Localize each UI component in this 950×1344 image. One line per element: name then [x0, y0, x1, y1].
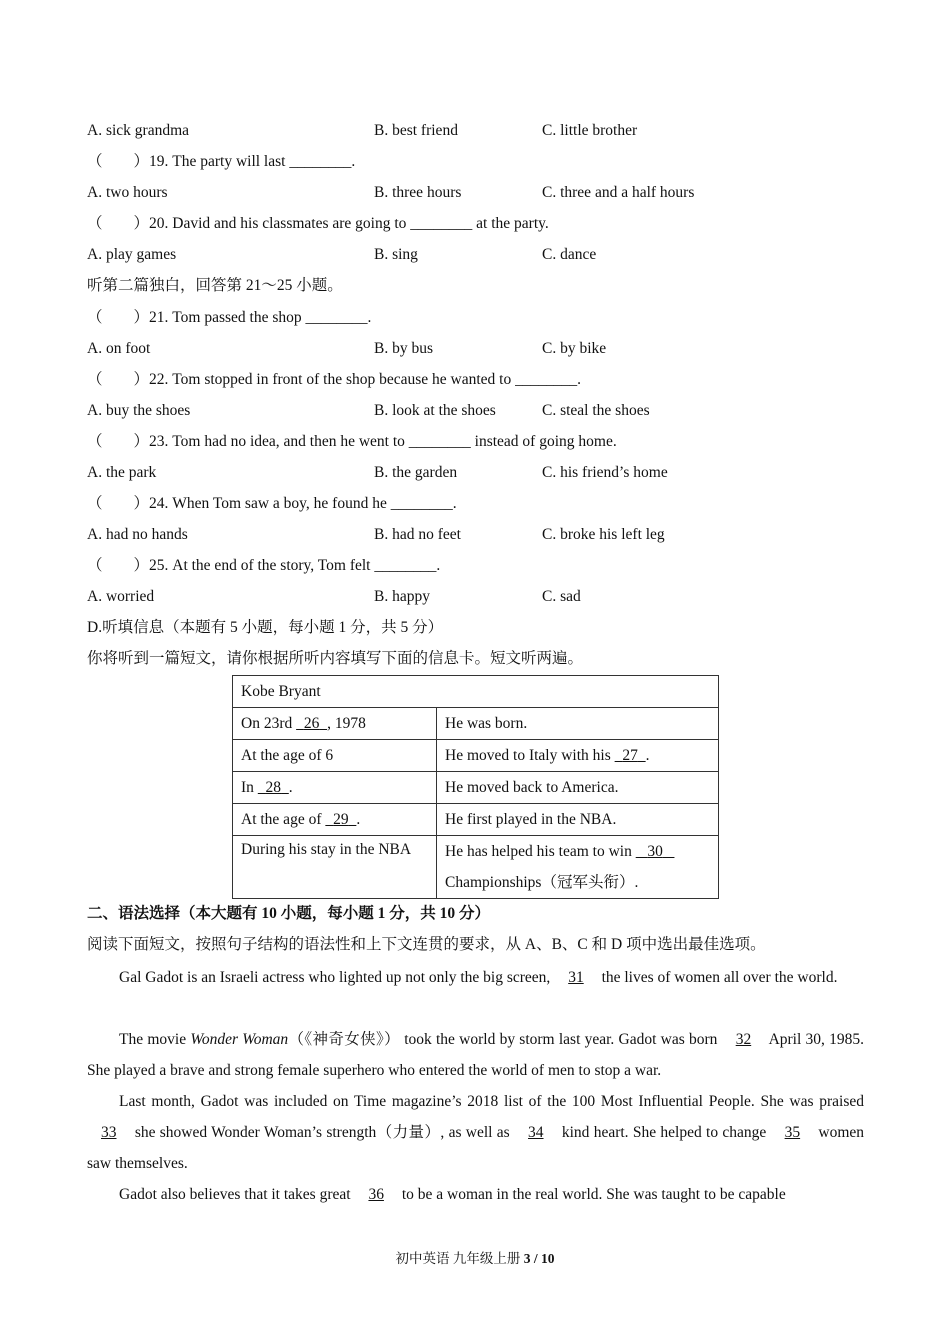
passage-text: The movie: [119, 1031, 187, 1048]
cell-text: He moved to Italy with his: [445, 746, 611, 764]
option-b: B. happy: [374, 588, 430, 605]
option-a: A. sick grandma: [87, 122, 190, 139]
table-cell: [437, 836, 719, 899]
option-b: B. three hours: [374, 184, 462, 201]
q19-options: [87, 183, 695, 203]
option-c: C. sad: [542, 588, 581, 605]
answer-blank-29: [325, 811, 356, 828]
answer-blank-31: 31: [568, 969, 584, 986]
table-cell: [233, 804, 437, 836]
cell-text: , 1978: [327, 714, 366, 732]
option-b: B. sing: [374, 246, 418, 263]
table-cell: [437, 740, 719, 772]
option-a: A. buy the shoes: [87, 402, 191, 419]
blank-number: 30: [647, 843, 663, 860]
answer-blank-26: [296, 715, 327, 732]
passage-text: Last month, Gadot was included on Time magazine’s 2018 list of the 100 Most Influential People. She was praised: [119, 1093, 864, 1110]
question-25: （ ）25. At the end of the story, Tom felt ________.: [87, 557, 441, 574]
option-b: B. the garden: [374, 464, 458, 481]
passage-text: （《神奇女侠》） took the world by storm last year. Gadot was born: [288, 1031, 718, 1048]
page-number: 3: [523, 1251, 531, 1266]
info-card-table: [232, 675, 719, 899]
answer-blank-34: 34: [528, 1124, 544, 1141]
question-22: （ ）22. Tom stopped in front of the shop because he wanted to ________.: [87, 371, 581, 388]
question-23: （ ）23. Tom had no idea, and then he went to ________ instead of going home.: [87, 433, 617, 450]
option-b: B. had no feet: [374, 526, 461, 543]
passage-paragraph-2: [87, 1024, 864, 1086]
q25-options: [87, 587, 581, 607]
cell-text: At the age of: [241, 810, 322, 828]
q18-options: [87, 121, 638, 141]
answer-blank-32: 32: [735, 1031, 752, 1048]
q21-options: [87, 339, 607, 359]
page-separator: /: [533, 1251, 538, 1266]
cell-text: .: [356, 810, 361, 828]
table-row: [233, 708, 719, 740]
table-cell: He first played in the NBA.: [437, 804, 719, 836]
answer-blank-33: 33: [101, 1124, 117, 1141]
footer-label: 初中英语 九年级上册: [395, 1251, 521, 1266]
blank-number: 26: [303, 714, 320, 732]
option-a: A. the park: [87, 464, 157, 481]
option-b: B. best friend: [374, 122, 458, 139]
answer-blank-36: 36: [368, 1186, 384, 1203]
q23-options: [87, 463, 668, 483]
cell-text: On 23rd: [241, 714, 293, 732]
blank-number: 28: [265, 778, 282, 796]
option-c: C. broke his left leg: [542, 526, 665, 543]
section-2-title: 二、语法选择（本大题有 10 小题，每小题 1 分，共 10 分）: [87, 905, 491, 922]
table-row: [233, 676, 719, 708]
card-title: Kobe Bryant: [233, 676, 719, 708]
passage-paragraph-1: [87, 962, 864, 993]
cell-text: He has helped his team to win: [445, 843, 632, 860]
question-21: （ ）21. Tom passed the shop ________.: [87, 309, 372, 326]
question-19: （ ）19. The party will last ________.: [87, 153, 356, 170]
cell-text: In: [241, 778, 254, 796]
passage-text: Gal Gadot is an Israeli actress who lighted up not only the big screen,: [119, 969, 551, 986]
option-c: C. little brother: [542, 122, 638, 139]
option-a: A. play games: [87, 246, 177, 263]
table-cell: He moved back to America.: [437, 772, 719, 804]
section-d-title: D.听填信息（本题有 5 小题，每小题 1 分，共 5 分）: [87, 619, 444, 636]
section-2-instructions: 阅读下面短文，按照句子结构的语法性和上下文连贯的要求，从 A、B、C 和 D 项中选出最佳选项。: [87, 936, 766, 953]
table-cell: [233, 772, 437, 804]
passage-text: she showed Wonder Woman’s strength（力量）, as well as: [134, 1124, 510, 1141]
q22-options: [87, 401, 650, 421]
answer-blank-28: [258, 779, 289, 796]
option-c: C. steal the shoes: [542, 402, 650, 419]
section-d-instructions: 你将听到一篇短文，请你根据所听内容填写下面的信息卡。短文听两遍。: [87, 650, 584, 667]
option-a: A. on foot: [87, 340, 151, 357]
answer-blank-27: [615, 747, 646, 764]
passage-text: April 30, 1985. She played a brave and strong female superhero who entered the world of men to stop a war.: [87, 1031, 865, 1079]
blank-number: 27: [622, 746, 638, 764]
q24-options: [87, 525, 665, 545]
option-b: B. look at the shoes: [374, 402, 496, 419]
option-c: C. his friend’s home: [542, 464, 668, 481]
option-c: C. three and a half hours: [542, 184, 695, 201]
passage-paragraph-4: [87, 1179, 864, 1210]
option-a: A. two hours: [87, 184, 168, 201]
table-row: [233, 772, 719, 804]
page-footer: [0, 1247, 950, 1267]
table-cell: [233, 708, 437, 740]
blank-number: 29: [333, 810, 349, 828]
table-cell: He was born.: [437, 708, 719, 740]
option-a: A. worried: [87, 588, 155, 605]
option-b: B. by bus: [374, 340, 433, 357]
q20-options: [87, 245, 597, 265]
option-a: A. had no hands: [87, 526, 188, 543]
cell-text: .: [288, 778, 293, 796]
cell-text: .: [645, 746, 650, 764]
passage-paragraph-3: [87, 1086, 864, 1179]
option-c: C. dance: [542, 246, 597, 263]
passage-text: women saw themselves.: [87, 1124, 865, 1172]
movie-title: Wonder Woman: [190, 1031, 289, 1048]
question-24: （ ）24. When Tom saw a boy, he found he ________.: [87, 495, 457, 512]
cell-text: Championships（冠军头衔）.: [445, 874, 639, 891]
passage-text: Gadot also believes that it takes great: [119, 1186, 351, 1203]
answer-blank-35: 35: [784, 1124, 801, 1141]
table-row: [233, 740, 719, 772]
passage-text: kind heart. She helped to change: [561, 1124, 767, 1141]
table-row: [233, 804, 719, 836]
passage-text: the lives of women all over the world.: [601, 969, 838, 986]
table-row: [233, 836, 719, 899]
table-cell: At the age of 6: [233, 740, 437, 772]
section-heading-monologue: 听第二篇独白，回答第 21～25 小题。: [87, 277, 343, 294]
passage-text: to be a woman in the real world. She was taught to be capable: [401, 1186, 786, 1203]
option-c: C. by bike: [542, 340, 607, 357]
page-total: 10: [541, 1251, 555, 1266]
question-20: （ ）20. David and his classmates are going to ________ at the party.: [87, 215, 549, 232]
answer-blank-30: [636, 843, 675, 860]
table-cell: During his stay in the NBA: [233, 836, 437, 899]
